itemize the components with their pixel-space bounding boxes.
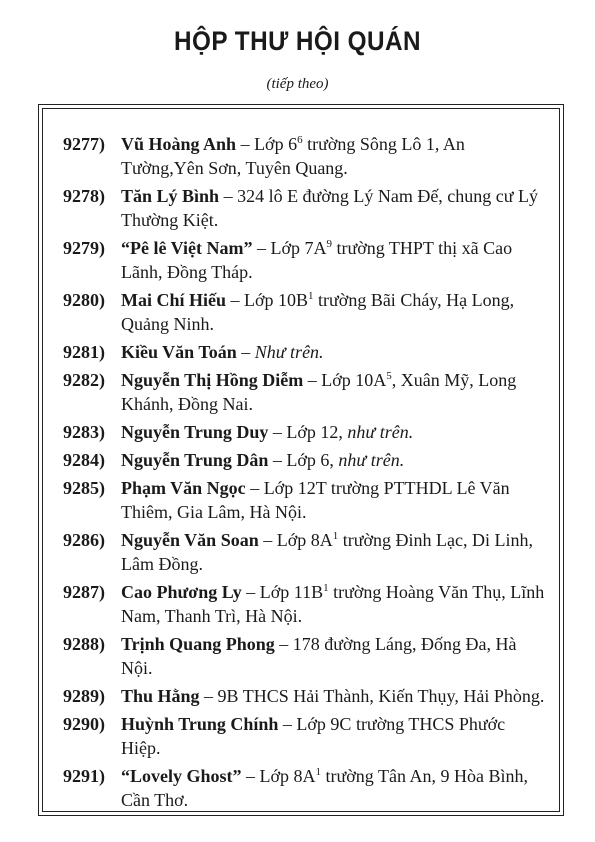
entry-text-continued: trường Sông Lô 1, An Tường,Yên Sơn, Tuyên Quang. — [121, 134, 465, 178]
entry-number: 9290) — [63, 714, 105, 734]
entry-number: 9278) — [63, 186, 105, 206]
entry-text: – Lớp 8A — [258, 530, 333, 550]
entry-superscript: 1 — [315, 766, 322, 778]
list-item — [63, 288, 545, 336]
entry-text: – 324 lô E đường Lý Nam Đế, chung cư Lý Thường Kiệt. — [121, 186, 539, 230]
entry-text: – Lớp 10A — [303, 370, 387, 390]
entry-text: – Lớp 9C trường THCS Phước Hiệp. — [121, 714, 506, 758]
entry-number: 9282) — [63, 370, 105, 390]
entry-name: Kiều Văn Toán — [121, 342, 237, 362]
entry-number: 9285) — [63, 478, 105, 498]
mailbox-frame — [38, 104, 564, 816]
entry-name: Nguyễn Trung Dân — [121, 450, 269, 470]
entry-number: 9291) — [63, 766, 105, 786]
list-item — [63, 580, 545, 628]
mailbox-inner-frame — [42, 108, 560, 812]
list-item — [63, 528, 545, 576]
entry-text: – Lớp 12T trường PTTHDL Lê Văn Thiêm, Gia Lâm, Hà Nội. — [121, 478, 510, 522]
entry-text: – Lớp 7A — [252, 238, 327, 258]
entry-superscript: 1 — [308, 290, 314, 302]
entry-text: – Lớp 6, — [268, 450, 339, 470]
entry-text: – 178 đường Láng, Đống Đa, Hà Nội. — [121, 634, 517, 678]
entry-text-continued: trường Hoàng Văn Thụ, Lĩnh Nam, Thanh Trì, Hà Nội. — [121, 582, 545, 626]
entry-text: – — [236, 342, 255, 362]
list-item — [63, 632, 545, 680]
entry-number: 9283) — [63, 422, 105, 442]
entry-text-continued: trường Đinh Lạc, Di Linh, Lâm Đồng. — [121, 530, 533, 574]
list-item — [63, 476, 545, 524]
entry-name: Nguyễn Thị Hồng Diễm — [121, 370, 304, 390]
entry-superscript: 1 — [332, 530, 339, 542]
list-item — [63, 236, 545, 284]
entry-name: Trịnh Quang Phong — [121, 634, 275, 654]
entry-number: 9280) — [63, 290, 105, 310]
entry-number: 9281) — [63, 342, 105, 362]
entry-name: Nguyễn Trung Duy — [121, 422, 269, 442]
entry-text: – Lớp 10B — [226, 290, 309, 310]
list-item — [63, 340, 545, 364]
page-title: HỘP THƯ HỘI QUÁN — [174, 26, 421, 56]
entry-number: 9277) — [63, 134, 105, 154]
entry-superscript: 1 — [323, 582, 329, 594]
entry-number: 9289) — [63, 686, 105, 706]
entry-number: 9287) — [63, 582, 105, 602]
entry-name: Phạm Văn Ngọc — [121, 478, 246, 498]
entry-name: Huỳnh Trung Chính — [121, 714, 279, 734]
list-item — [63, 712, 545, 760]
entry-number: 9284) — [63, 450, 105, 470]
entry-text-continued: trường THPT thị xã Cao Lãnh, Đồng Tháp. — [121, 238, 513, 282]
entry-italic-note: Như trên. — [254, 342, 324, 362]
entry-superscript: 5 — [386, 370, 392, 382]
list-item — [63, 448, 545, 472]
entry-text-continued: trường Tân An, 9 Hòa Bình, Cần Thơ. — [121, 766, 528, 810]
entry-text-continued: trường Bãi Cháy, Hạ Long, Quảng Ninh. — [121, 290, 515, 334]
entry-name: “Pê lê Việt Nam” — [121, 238, 253, 258]
entry-number: 9288) — [63, 634, 105, 654]
page-subtitle: (tiếp theo) — [266, 76, 329, 92]
entry-name: Mai Chí Hiếu — [121, 290, 227, 310]
entry-text-continued: , Xuân Mỹ, Long Khánh, Đồng Nai. — [121, 370, 517, 414]
entry-name: Tăn Lý Bình — [121, 186, 220, 206]
list-item — [63, 132, 545, 180]
entry-number: 9279) — [63, 238, 105, 258]
entry-list — [63, 132, 545, 816]
entry-name: Nguyễn Văn Soan — [121, 530, 259, 550]
entry-superscript: 9 — [326, 238, 332, 250]
entry-italic-note: như trên. — [338, 450, 405, 470]
entry-text: – Lớp 11B — [241, 582, 324, 602]
list-item — [63, 684, 545, 708]
list-item — [63, 420, 545, 444]
entry-superscript: 6 — [297, 134, 303, 146]
list-item — [63, 764, 545, 812]
entry-text: – Lớp 6 — [236, 134, 298, 154]
entry-text: – Lớp 8A — [241, 766, 316, 786]
entry-name: Vũ Hoàng Anh — [121, 134, 237, 154]
entry-italic-note: như trên. — [347, 422, 414, 442]
entry-name: “Lovely Ghost” — [121, 766, 242, 786]
list-item — [63, 184, 545, 232]
entry-text: – Lớp 12, — [268, 422, 348, 442]
list-item — [63, 368, 545, 416]
entry-name: Cao Phương Ly — [121, 582, 242, 602]
entry-text: – 9B THCS Hải Thành, Kiến Thụy, Hải Phòng. — [199, 686, 545, 706]
entry-number: 9286) — [63, 530, 105, 550]
entry-name: Thu Hằng — [121, 686, 200, 706]
